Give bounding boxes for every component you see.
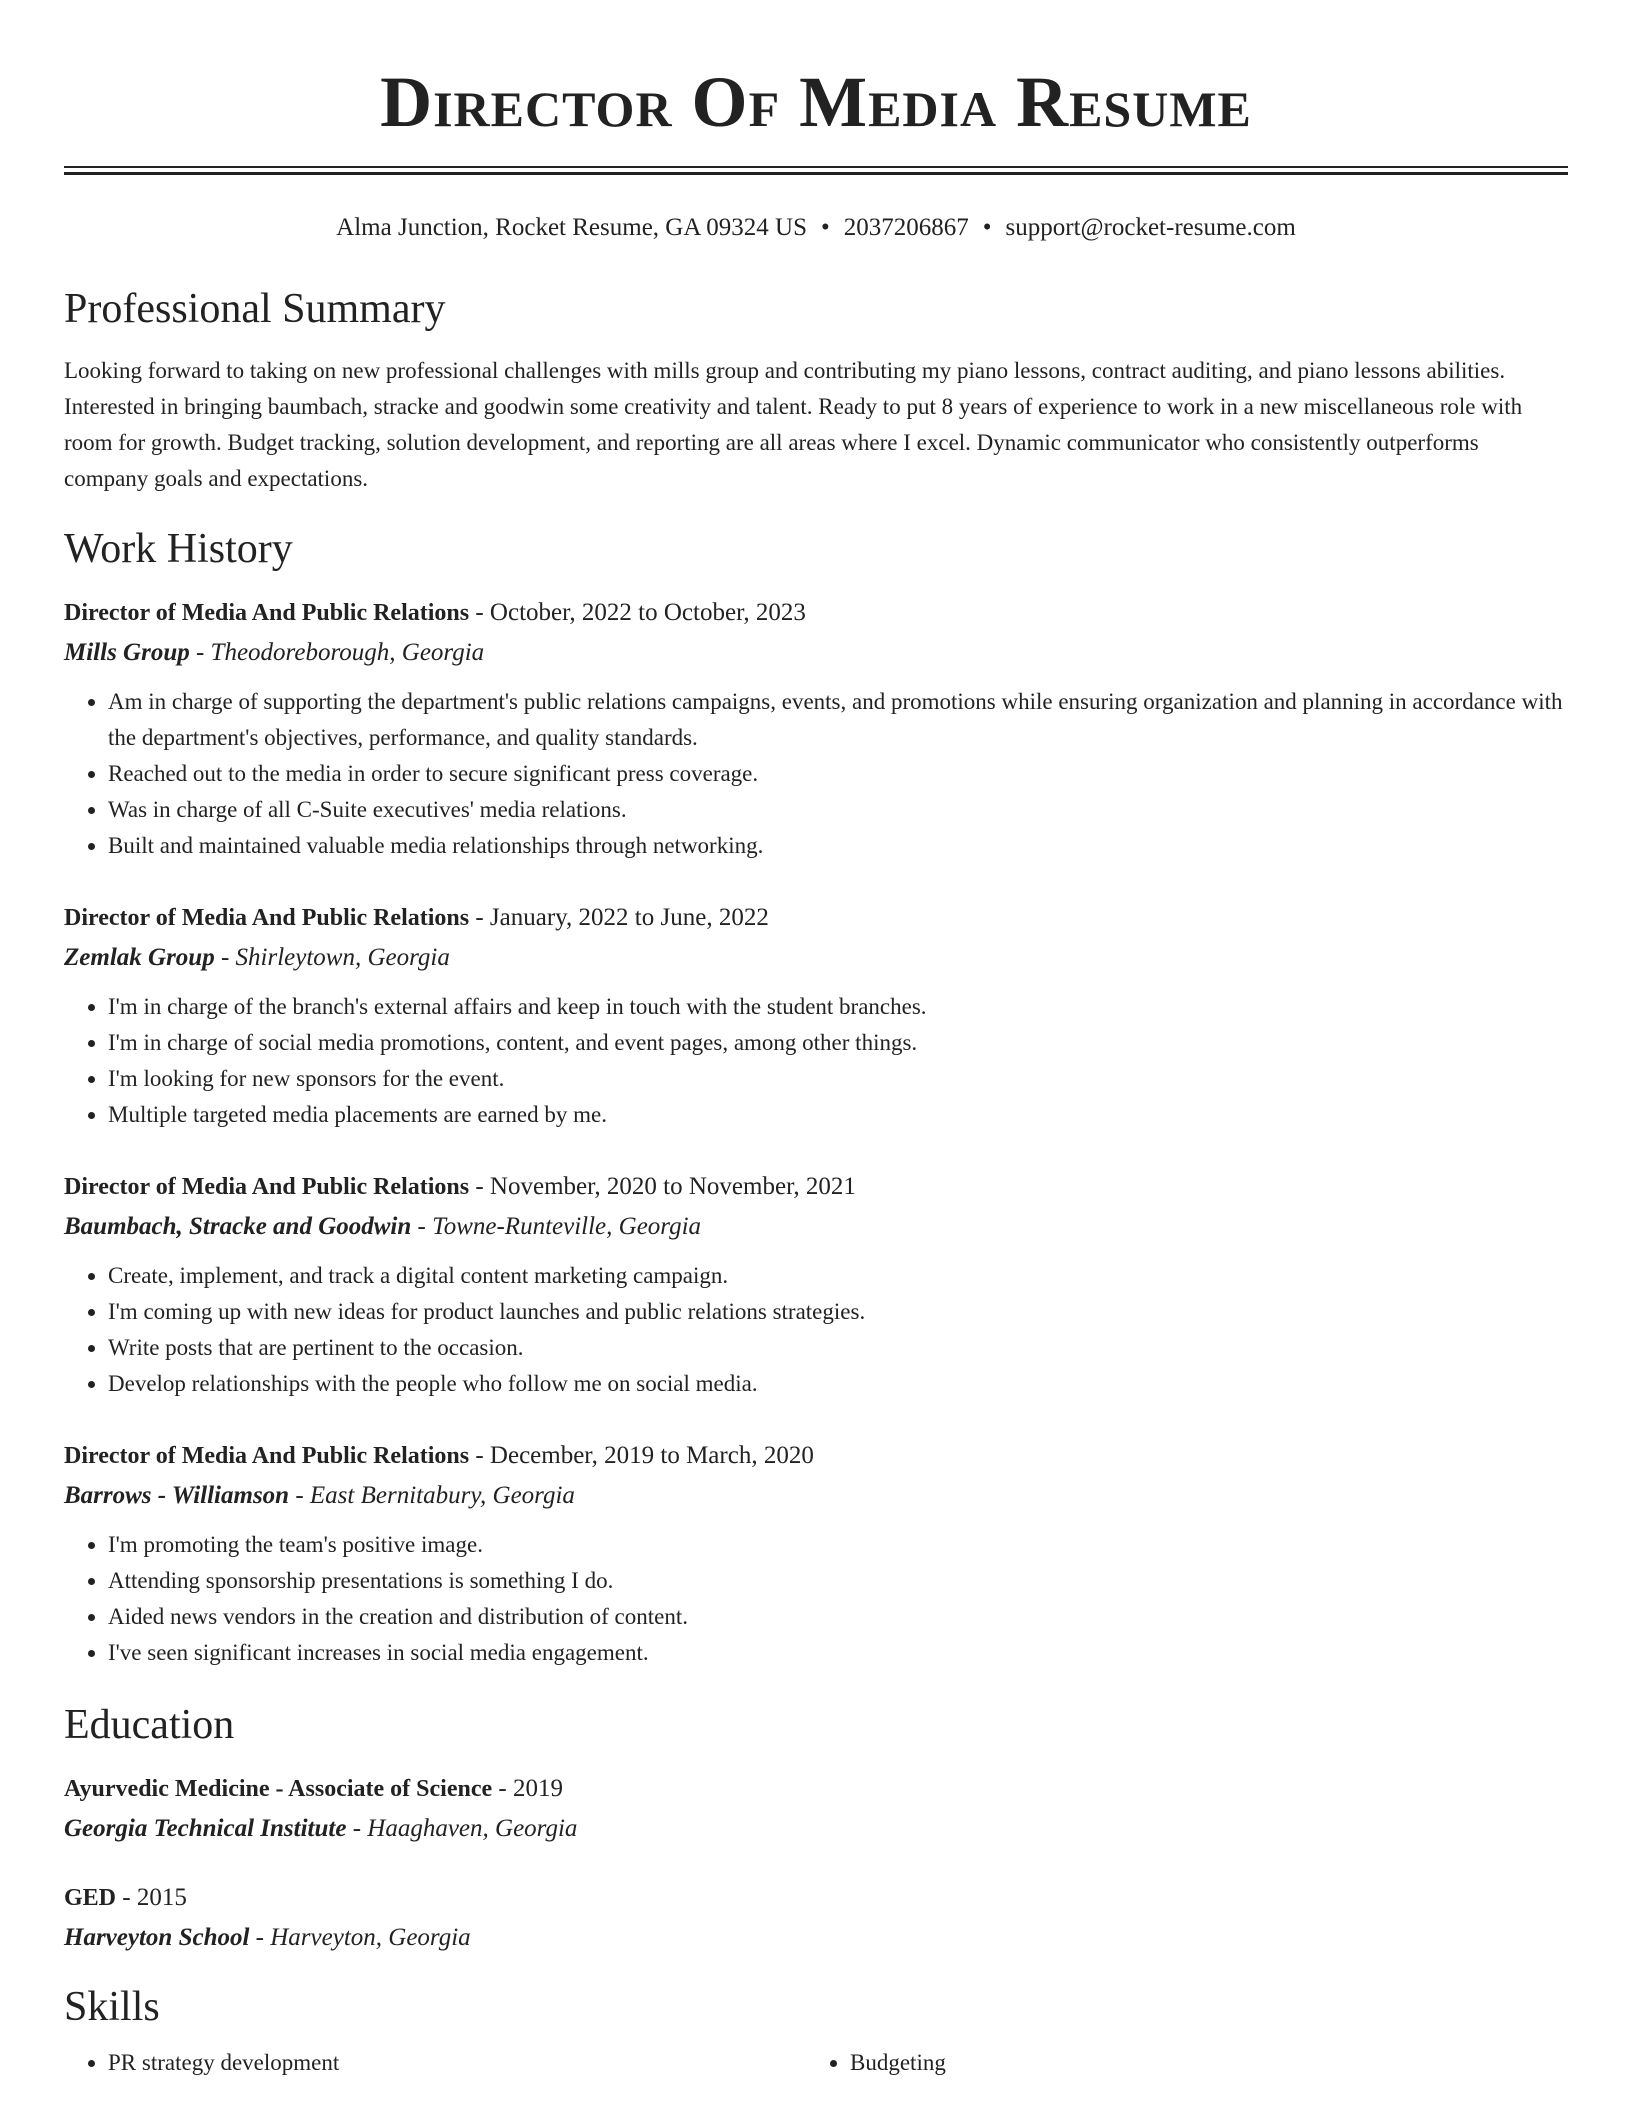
job-bullet: • I've seen significant increases in social media engagement. [108, 1635, 1568, 1671]
contact-email: support@rocket-resume.com [1005, 214, 1296, 241]
job-bullets [64, 684, 1568, 864]
job-title: Director of Media And Public Relations [64, 600, 470, 626]
job-bullet: • Reached out to the media in order to secure significant press coverage. [108, 756, 1568, 792]
resume-title: Director Of Media Resume [380, 62, 1252, 142]
summary-text: Looking forward to taking on new professional challenges with mills group and contributing my piano lessons, contract auditing, and piano lessons abilities. Interested in bringing baumbach, stracke and goodwin some creativity and talent. Ready to put 8 years of experience to work in a new miscellaneous role with room for growth. Budget tracking, solution development, and reporting are all areas where I excel. Dynamic communicator who consistently outperforms company goals and expectations. [64, 358, 1523, 491]
job-dates: - December, 2019 to March, 2020 [469, 1442, 814, 1469]
school-line [64, 1918, 1568, 1957]
contact-separator: • [982, 214, 992, 241]
company-location: - East Bernitabury, Georgia [289, 1482, 575, 1509]
skills-heading: Skills [64, 1984, 160, 2030]
school-line [64, 1809, 1568, 1848]
school-name: Georgia Technical Institute [64, 1815, 347, 1842]
degree-line [64, 1878, 1568, 1918]
job-bullet: • Write posts that are pertinent to the occasion. [108, 1330, 1568, 1366]
job-entry [64, 1167, 1568, 1402]
summary-heading: Professional Summary [64, 286, 446, 332]
degree-year: - 2019 [492, 1775, 563, 1802]
job-bullet: • Built and maintained valuable media relationships through networking. [108, 828, 1568, 864]
education-heading: Education [64, 1702, 235, 1748]
education-entry [64, 1769, 1568, 1848]
job-dates: - January, 2022 to June, 2022 [469, 904, 769, 931]
job-title-line [64, 1436, 1568, 1476]
job-title-line [64, 593, 1568, 633]
job-bullet: • I'm in charge of the branch's external affairs and keep in touch with the student branches. [108, 989, 1568, 1025]
job-bullet: • Develop relationships with the people who follow me on social media. [108, 1366, 1568, 1402]
title-divider [64, 166, 1568, 175]
company-name: Barrows - Williamson [64, 1482, 290, 1509]
job-bullet: • I'm coming up with new ideas for product launches and public relations strategies. [108, 1294, 1568, 1330]
company-line [64, 938, 1568, 977]
skills-list [64, 2045, 1568, 2081]
company-location: - Towne-Runteville, Georgia [411, 1213, 702, 1240]
job-entry [64, 898, 1568, 1133]
job-bullet: • Attending sponsorship presentations is something I do. [108, 1563, 1568, 1599]
degree-name: Ayurvedic Medicine - Associate of Science [64, 1776, 493, 1802]
school-location: - Harveyton, Georgia [249, 1924, 471, 1951]
company-name: Mills Group [64, 639, 190, 666]
company-name: Zemlak Group [64, 944, 215, 971]
job-bullet: • Create, implement, and track a digital content marketing campaign. [108, 1258, 1568, 1294]
job-bullet: • I'm in charge of social media promotions, content, and event pages, among other things. [108, 1025, 1568, 1061]
company-line [64, 1476, 1568, 1515]
job-title: Director of Media And Public Relations [64, 1174, 470, 1200]
skill-item: • Budgeting [850, 2045, 1548, 2081]
degree-year: - 2015 [116, 1884, 187, 1911]
job-title: Director of Media And Public Relations [64, 1443, 470, 1469]
job-entry [64, 593, 1568, 864]
job-bullet: • Am in charge of supporting the department's public relations campaigns, events, and promotions while ensuring organization and planning in accordance with the department's objectives, performance, and quality standards. [108, 684, 1568, 756]
job-title-line [64, 898, 1568, 938]
skills-column-right [806, 2045, 1548, 2081]
work-history-heading: Work History [64, 526, 293, 572]
degree-name: GED [64, 1885, 117, 1911]
company-location: - Theodoreborough, Georgia [189, 639, 485, 666]
job-title-line [64, 1167, 1568, 1207]
job-bullet: • Was in charge of all C-Suite executives' media relations. [108, 792, 1568, 828]
contact-phone: 2037206867 [843, 214, 969, 241]
skill-item: • PR strategy development [108, 2045, 806, 2081]
job-entry [64, 1436, 1568, 1671]
company-location: - Shirleytown, Georgia [214, 944, 450, 971]
job-bullet: • Multiple targeted media placements are earned by me. [108, 1097, 1568, 1133]
school-location: - Haaghaven, Georgia [346, 1815, 578, 1842]
job-bullet: • Aided news vendors in the creation and distribution of content. [108, 1599, 1568, 1635]
contact-address: Alma Junction, Rocket Resume, GA 09324 US [336, 214, 807, 241]
job-bullet: • I'm promoting the team's positive image. [108, 1527, 1568, 1563]
school-name: Harveyton School [64, 1924, 250, 1951]
company-name: Baumbach, Stracke and Goodwin [64, 1213, 412, 1240]
job-dates: - November, 2020 to November, 2021 [469, 1173, 856, 1200]
contact-line [64, 213, 1568, 243]
job-bullets [64, 989, 1568, 1133]
job-bullets [64, 1258, 1568, 1402]
degree-line [64, 1769, 1568, 1809]
company-line [64, 633, 1568, 672]
company-line [64, 1207, 1568, 1246]
job-title: Director of Media And Public Relations [64, 905, 470, 931]
job-bullet: • I'm looking for new sponsors for the event. [108, 1061, 1568, 1097]
job-dates: - October, 2022 to October, 2023 [469, 599, 806, 626]
resume-page [64, 0, 1568, 2081]
contact-separator: • [820, 214, 830, 241]
education-entry [64, 1878, 1568, 1957]
skills-column-left [64, 2045, 806, 2081]
job-bullets [64, 1527, 1568, 1671]
